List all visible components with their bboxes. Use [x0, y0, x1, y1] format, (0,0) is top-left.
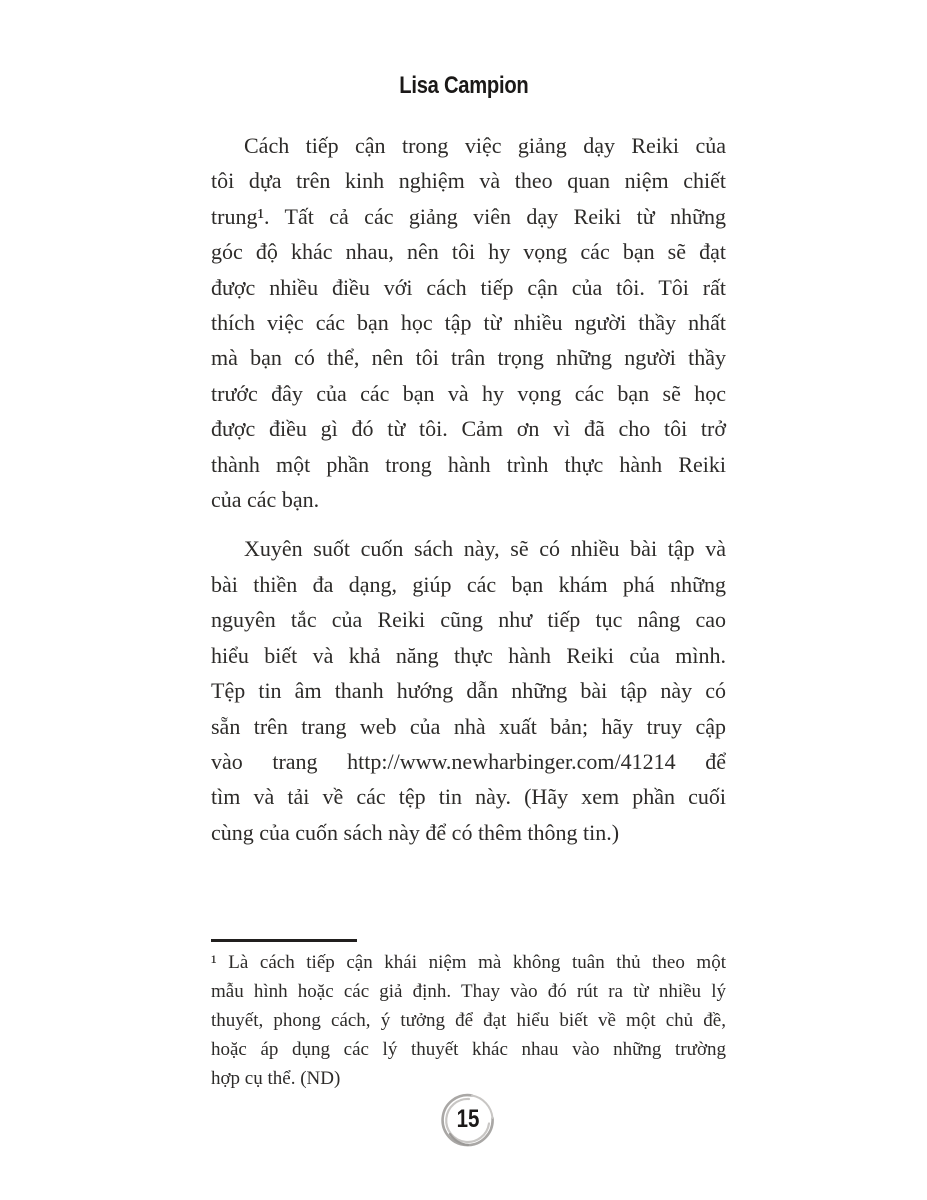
paragraph-line: Tệp tin âm thanh hướng dẫn những bài tập này có — [211, 678, 726, 704]
paragraph-line: trước đây của các bạn và hy vọng các bạn sẽ học — [211, 380, 726, 406]
paragraph-line: Xuyên suốt cuốn sách này, sẽ có nhiều bài tập và — [244, 536, 726, 562]
running-header-text: Lisa Campion — [398, 72, 529, 99]
page-number-badge — [438, 1090, 498, 1150]
footnote-line: hoặc áp dụng các lý thuyết khác nhau vào những trường — [211, 1039, 726, 1060]
paragraph-line: hiểu biết và khả năng thực hành Reiki của mình. — [211, 642, 726, 668]
body-paragraph-2 — [211, 531, 726, 850]
paragraph-line: góc độ khác nhau, nên tôi hy vọng các bạn sẽ đạt — [211, 239, 726, 265]
footnote-line: thuyết, phong cách, ý tưởng để đạt hiểu biết về một chủ đề, — [211, 1010, 726, 1031]
running-header — [0, 72, 927, 100]
page-number: 15 — [456, 1104, 480, 1133]
paragraph-line: tôi dựa trên kinh nghiệm và theo quan niệm chiết — [211, 168, 726, 194]
paragraph-line: tìm và tải về các tệp tin này. (Hãy xem phần cuối — [211, 784, 726, 810]
body-paragraph-1 — [211, 128, 726, 517]
paragraph-line: nguyên tắc của Reiki cũng như tiếp tục nâng cao — [211, 607, 726, 633]
paragraph-line: trung¹. Tất cả các giảng viên dạy Reiki từ những — [211, 203, 726, 229]
footnote-line: ¹ Là cách tiếp cận khái niệm mà không tuân thủ theo một — [211, 952, 726, 973]
footnote-separator-rule — [211, 939, 357, 942]
paragraph-line: thành một phần trong hành trình thực hành Reiki — [211, 451, 726, 477]
paragraph-line: Cách tiếp cận trong việc giảng dạy Reiki của — [244, 133, 726, 158]
paragraph-line: cùng của cuốn sách này để có thêm thông tin.) — [211, 819, 620, 845]
footnote-line: mẫu hình hoặc các giả định. Thay vào đó rút ra từ nhiều lý — [211, 981, 726, 1002]
paragraph-line: bài thiền đa dạng, giúp các bạn khám phá những — [211, 571, 726, 597]
paragraph-line: mà bạn có thể, nên tôi trân trọng những người thầy — [211, 345, 726, 371]
body-text-column — [211, 128, 726, 850]
paragraph-line: thích việc các bạn học tập từ nhiều người thầy nhất — [211, 310, 726, 336]
paragraph-line: vào trang http://www.newharbinger.com/41214 để — [211, 748, 726, 774]
footnote — [211, 948, 726, 1093]
paragraph-line: được điều gì đó từ tôi. Cảm ơn vì đã cho tôi trở — [211, 416, 726, 442]
footnote-line: hợp cụ thể. (ND) — [211, 1068, 341, 1089]
paragraph-line: sẵn trên trang web của nhà xuất bản; hãy truy cập — [211, 713, 726, 739]
paragraph-line: được nhiều điều với cách tiếp cận của tôi. Tôi rất — [211, 274, 726, 300]
paragraph-line: của các bạn. — [211, 487, 320, 513]
